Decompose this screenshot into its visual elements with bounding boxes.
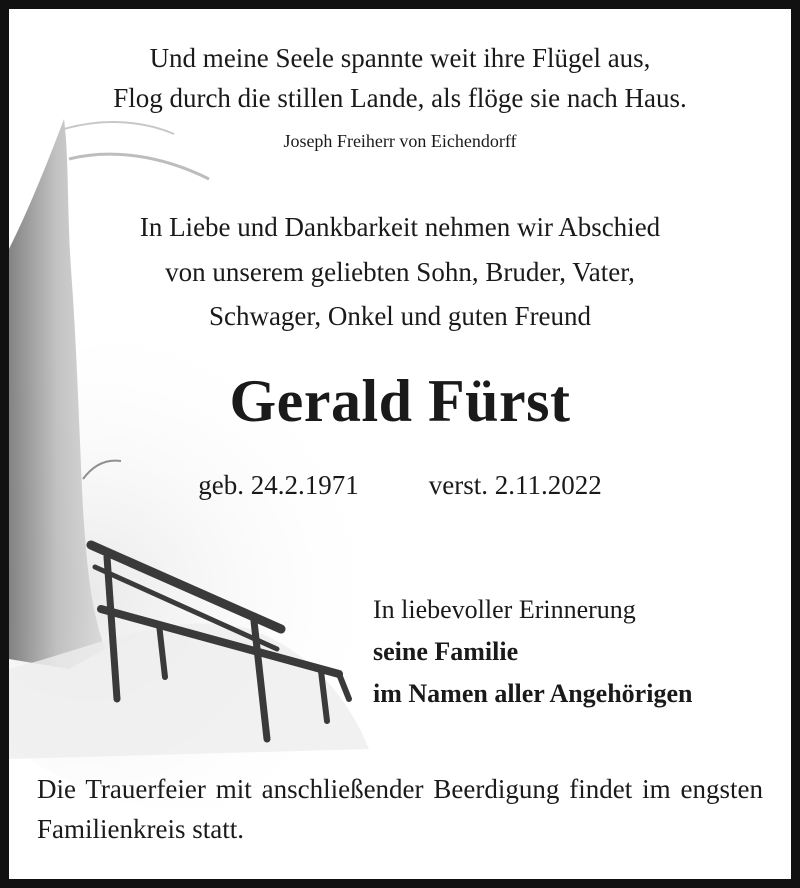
tree-branch <box>69 154 209 179</box>
intro-line-3: Schwager, Onkel und guten Freund <box>208 301 592 331</box>
remembrance-line-1: In liebevoller Erinnerung <box>373 595 636 624</box>
quote-line-1: Und meine Seele spannte weit ihre Flügel aus, <box>149 43 651 73</box>
quote-author: Joseph Freiherr von Eichendorff <box>283 131 517 151</box>
ceremony-notice: Die Trauerfeier mit anschließender Beerdigung findet im engsten Familienkreis statt. <box>37 774 763 844</box>
life-dates <box>9 470 791 501</box>
birth-date: geb. 24.2.1971 <box>198 470 359 500</box>
intro-line-2: von unserem geliebten Sohn, Bruder, Vater, <box>165 257 635 287</box>
quote-line-2: Flog durch die stillen Lande, als flöge sie nach Haus. <box>113 83 687 113</box>
remembrance-relatives: im Namen aller Angehörigen <box>373 679 693 708</box>
intro-line-1: In Liebe und Dankbarkeit nehmen wir Abschied <box>139 212 661 242</box>
remembrance-block <box>373 589 692 715</box>
remembrance-family: seine Familie <box>373 637 519 666</box>
death-date: verst. 2.11.2022 <box>428 470 602 500</box>
deceased-name: Gerald Fürst <box>229 368 571 434</box>
